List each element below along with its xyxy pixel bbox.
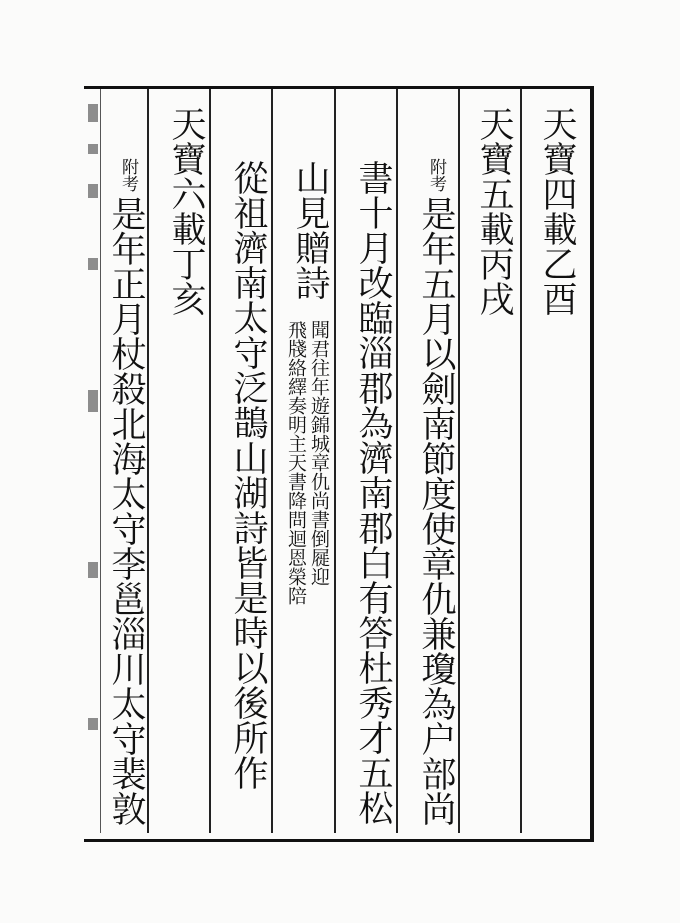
previous-page-fragment [86, 92, 100, 832]
heading-tianbao-4: 天寶四載乙酉 [537, 106, 577, 316]
column-rule [147, 89, 149, 833]
page-frame [84, 86, 594, 842]
text-column-3: 是年五月以劍南節度使章仇兼瓊為户部尚 [416, 196, 456, 826]
column-rule [396, 89, 398, 833]
fukao-label: 附考 [118, 158, 138, 192]
heading-tianbao-6: 天寶六載丁亥 [166, 106, 206, 316]
column-rule [458, 89, 460, 833]
text-column-6: 從祖濟南太守泛鵲山湖詩皆是時以後所作 [228, 160, 268, 790]
column-rule [334, 89, 336, 833]
column-rule [520, 89, 522, 833]
poem-title: 山見贈詩 [290, 160, 330, 300]
fukao-label: 附考 [426, 158, 446, 192]
poem-excerpt-line-2: 飛牋絡繹奏明主天書降問迴恩榮陪 [285, 320, 307, 605]
left-border-line [100, 89, 101, 833]
poem-excerpt-line-1: 聞君往年遊錦城章仇尚書倒屣迎 [308, 320, 330, 586]
heading-tianbao-5: 天寶五載丙戌 [474, 106, 514, 316]
text-column-4: 書十月改臨淄郡為濟南郡白有答杜秀才五松 [353, 160, 393, 825]
column-rule [209, 89, 211, 833]
text-column-8: 是年正月杖殺北海太守李邕淄川太守裴敦 [106, 196, 146, 826]
column-rule [271, 89, 273, 833]
